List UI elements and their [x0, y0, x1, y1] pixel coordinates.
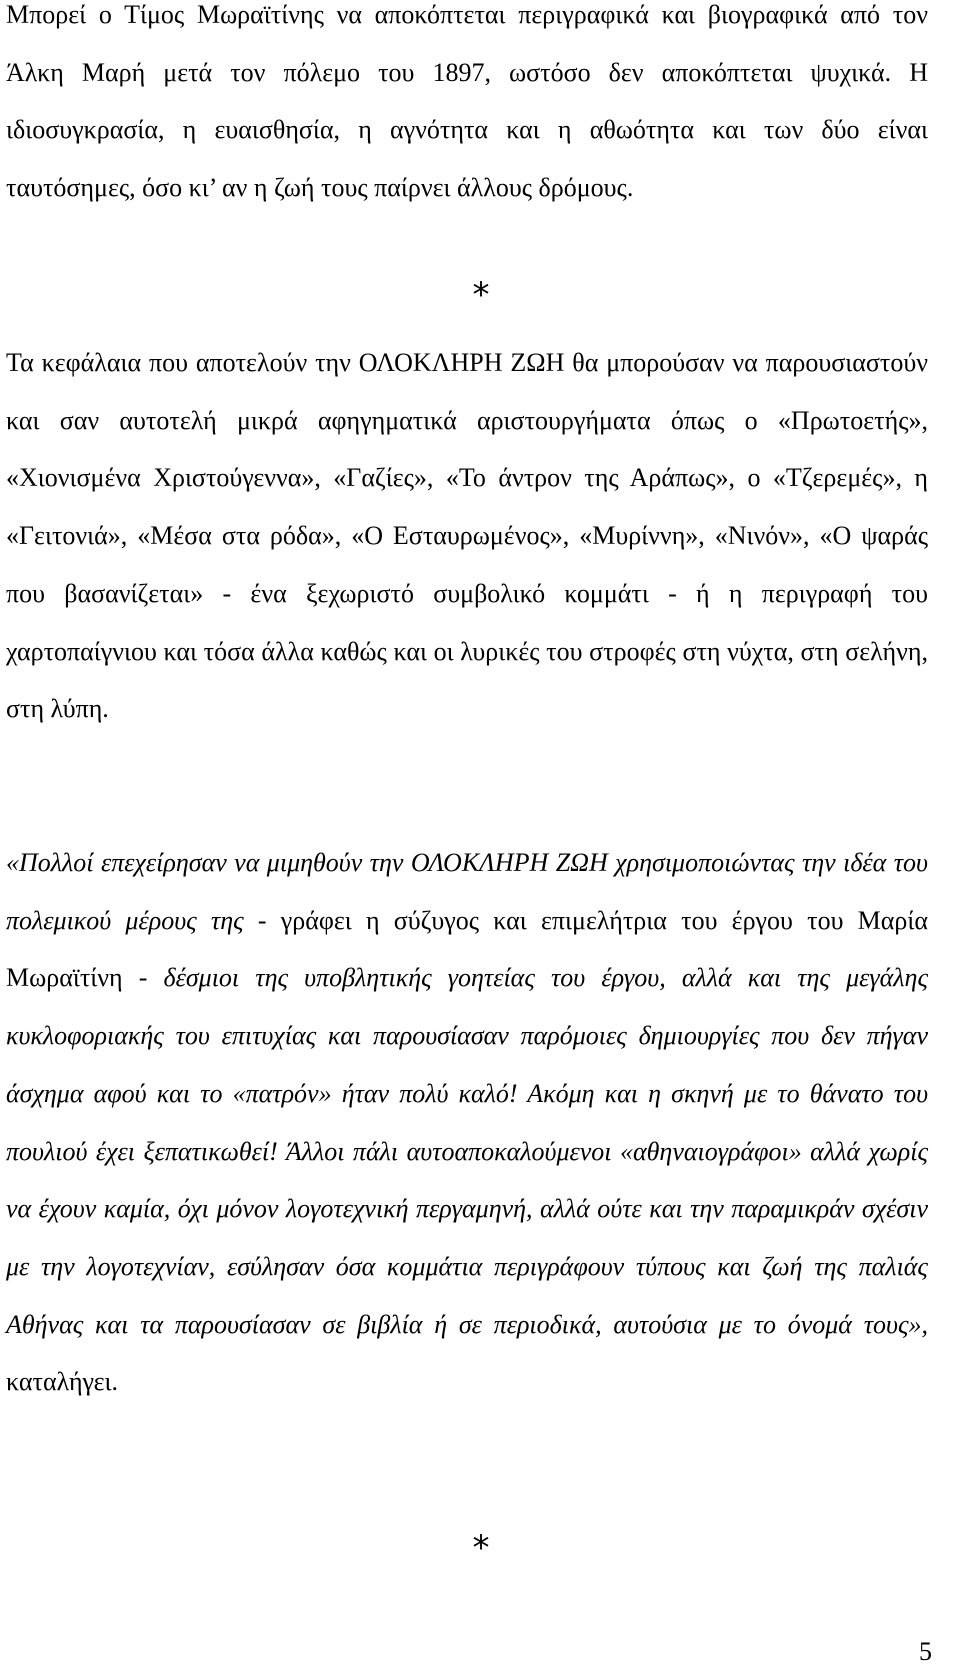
paragraph-intro: Μπορεί ο Τίμος Μωραϊτίνης να αποκόπτεται περιγραφικά και βιογραφικά από τον Άλκη Μαρή μετά τον πόλεμο του 1897, ωστόσο δεν αποκόπτεται ψυχικά. Η ιδιοσυγκρασία, η ευαισθησία, η αγνότητα και η αθωότητα και των δύο είναι ταυτόσημες, όσο κι’ αν η ζωή τους παίρνει άλλους δρόμους.	[6, 0, 928, 203]
section-separator: *	[472, 275, 490, 315]
quote-text: «Πολλοί επεχείρησαν να μιμηθούν την ΟΛΟΚΛΗΡΗ ΖΩΗ χρησιμοποιώντας την ιδέα του πολεμικού μέρους της	[6, 848, 928, 935]
paragraph-quote	[6, 834, 928, 1411]
paragraph-chapters: Τα κεφάλαια που αποτελούν την ΟΛΟΚΛΗΡΗ ΖΩΗ θα μπορούσαν να παρουσιαστούν και σαν αυτοτελή μικρά αφηγηματικά αριστουργήματα όπως ο «Πρωτοετής», «Χιονισμένα Χριστούγεννα», «Γαζίες», «Το άντρον της Αράπως», ο «Τζερεμές», η «Γειτονιά», «Μέσα στα ρόδα», «Ο Εσταυρωμένος», «Μυρίννη», «Νινόν», «Ο ψαράς που βασανίζεται» - ένα ξεχωριστό συμβολικό κομμάτι - ή η περιγραφή του χαρτοπαίγνιου και τόσα άλλα καθώς και οι λυρικές του στροφές στη νύχτα, στη σελήνη, στη λύπη.	[6, 348, 928, 724]
quote-closing: καταλήγει.	[6, 1367, 118, 1397]
quote-text-continued: δέσμιοι της υποβλητικής γοητείας του έργου, αλλά και της μεγάλης κυκλοφοριακής του επιτυχίας και παρουσίασαν παρόμοιες δημιουργίες που δεν πήγαν άσχημα αφού και το «πατρόν» ήταν πολύ καλό! Ακόμη και η σκηνή με το θάνατο του πουλιού έχει ξεπατικωθεί! Άλλοι πάλι αυτοαποκαλούμενοι «αθηναιογράφοι» αλλά χωρίς να έχουν καμία, όχι μόνον λογοτεχνική περγαμηνή, αλλά ούτε και την παραμικράν σχέσιν με την λογοτεχνίαν, εσύλησαν όσα κομμάτια περιγράφουν τύπους και ζωή της παλιάς Αθήνας και τα παρουσίασαν σε βιβλία ή σε περιοδικά, αυτούσια με το όνομά τους»,	[6, 963, 928, 1339]
section-separator: *	[472, 1528, 490, 1568]
quote-attribution: - γράφει η σύζυγος και επιμελήτρια του έργου του Μαρία Μωραϊτίνη -	[6, 905, 928, 993]
page-number: 5	[919, 1637, 932, 1666]
